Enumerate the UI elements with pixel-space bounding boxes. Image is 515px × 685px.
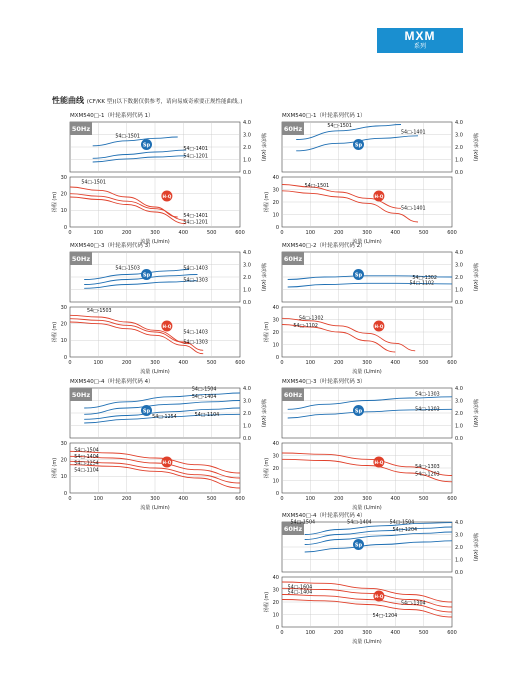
x-tick-label: 200	[121, 496, 132, 502]
power-series-label: 54□-1102	[409, 281, 435, 287]
x-tick-label: 600	[235, 230, 245, 236]
x-tick-label: 200	[333, 360, 344, 366]
chart-title: MXM540□-3（叶轮系列代码 3）	[70, 243, 154, 249]
head-tick-label: 10	[60, 338, 67, 345]
freq-tag: 50Hz	[71, 255, 91, 263]
power-tick-label: 3.0	[455, 262, 463, 269]
sp-badge-label: Sp	[354, 408, 363, 415]
hq-badge-label: H-Q	[162, 193, 172, 199]
head-tick-label: 20	[60, 321, 67, 328]
power-series-label: 54□-1503	[115, 266, 140, 272]
x-axis-label: 流量 (L/min)	[352, 239, 382, 245]
chart-panel-7	[252, 512, 482, 647]
power-tick-label: 3.0	[243, 262, 251, 269]
power-tick-label: 4.0	[455, 119, 463, 126]
head-tick-label: 20	[60, 191, 67, 198]
power-tick-label: 1.0	[455, 557, 463, 564]
hq-badge-label: H-Q	[374, 193, 384, 199]
power-tick-label: 3.0	[455, 398, 463, 405]
head-series-label: 54□-1401	[401, 206, 426, 212]
head-tick-label: 30	[60, 440, 67, 447]
head-series-label: 54□-1203	[415, 472, 440, 478]
power-series-label: 54□-1404	[191, 395, 217, 400]
head-tick-label: 20	[60, 457, 67, 464]
chart-svg-4	[252, 242, 482, 377]
power-tick-label: 1.0	[455, 423, 463, 430]
x-tick-label: 500	[418, 230, 429, 236]
head-tick-label: 20	[272, 329, 279, 336]
power-tick-label: 0.0	[455, 169, 463, 176]
chart-svg-3	[40, 242, 270, 377]
chart-title: MXM540□-4（叶轮系列代码 4）	[282, 513, 366, 519]
x-tick-label: 300	[362, 630, 372, 636]
sp-badge-label: Sp	[142, 272, 151, 279]
sp-badge-label: Sp	[354, 142, 363, 149]
power-series-label: 54□-1303	[415, 392, 440, 398]
chart-panel-1	[40, 112, 270, 247]
power-tick-label: 4.0	[455, 519, 463, 526]
section-title	[52, 95, 242, 106]
power-tick-label: 3.0	[243, 132, 251, 139]
freq-tag: 60Hz	[283, 255, 303, 263]
hq-badge-label: H-Q	[162, 323, 172, 329]
head-series-label: 54□-1501	[304, 184, 330, 189]
head-tick-label: 40	[272, 574, 279, 581]
power-tick-label: 2.0	[455, 410, 463, 417]
x-tick-label: 200	[333, 630, 344, 636]
chart-svg-1	[40, 112, 270, 247]
power-tick-label: 4.0	[455, 385, 463, 392]
power-series-label: 54□-1254	[152, 415, 177, 420]
x-tick-label: 500	[418, 630, 429, 636]
head-tick-label: 0	[63, 354, 67, 361]
head-axis-label: 扬程 (m)	[52, 191, 58, 213]
power-series-label: 54□-1303	[183, 278, 208, 284]
x-tick-label: 200	[333, 496, 344, 502]
x-axis-label: 流量 (L/min)	[352, 369, 382, 375]
head-series-label: 54□-1303	[415, 465, 440, 470]
power-series-label: 54□-1201	[183, 154, 208, 160]
power-tick-label: 4.0	[243, 385, 251, 392]
head-tick-label: 0	[275, 354, 279, 361]
head-tick-label: 30	[60, 304, 67, 311]
head-axis-label: 扬程 (m)	[52, 457, 58, 479]
brand-sub: 系列	[413, 43, 426, 50]
head-series-label: 54□-1302	[299, 316, 324, 322]
chart-svg-5	[40, 378, 270, 513]
x-tick-label: 400	[390, 630, 401, 636]
x-tick-label: 600	[447, 496, 457, 502]
power-series-label: 54□-1203	[415, 407, 440, 413]
x-axis-label: 流量 (L/min)	[140, 239, 170, 245]
chart-title: MXM540□-1（叶轮系列代码 1）	[70, 113, 154, 119]
power-tick-label: 0.0	[455, 299, 463, 306]
head-tick-label: 20	[272, 465, 279, 472]
chart-panel-3	[40, 242, 270, 377]
head-tick-label: 30	[272, 453, 279, 460]
x-tick-label: 200	[333, 230, 344, 236]
head-tick-label: 0	[63, 224, 67, 231]
head-series-label: 54□-1303	[183, 340, 208, 346]
head-tick-label: 10	[272, 478, 279, 485]
head-axis-label: 扬程 (m)	[264, 321, 270, 343]
head-axis-label: 扬程 (m)	[264, 191, 270, 213]
power-tick-label: 2.0	[243, 274, 251, 281]
x-tick-label: 400	[390, 496, 401, 502]
power-axis-label: 轴功率 (kW)	[472, 398, 478, 428]
head-tick-label: 30	[272, 317, 279, 324]
head-series-label: 54□-1104	[74, 468, 99, 474]
chart-panel-2	[252, 112, 482, 247]
power-axis-label: 轴功率 (kW)	[260, 132, 266, 162]
head-series-label: 54□-1404	[287, 590, 313, 596]
x-axis-label: 流量 (L/min)	[352, 505, 382, 511]
head-tick-label: 10	[60, 474, 67, 481]
chart-title: MXM540□-3（叶轮系列代码 3）	[282, 379, 366, 385]
power-axis-label: 轴功率 (kW)	[472, 532, 478, 562]
chart-panel-6	[252, 378, 482, 513]
head-tick-label: 40	[272, 440, 279, 447]
power-tick-label: 1.0	[243, 287, 251, 294]
head-series-label: 54□-1501	[81, 180, 106, 186]
sp-badge-label: Sp	[142, 408, 151, 415]
power-tick-label: 4.0	[455, 249, 463, 256]
power-tick-label: 0.0	[243, 299, 251, 306]
x-tick-label: 0	[280, 360, 284, 366]
chart-title: MXM540□-4（叶轮系列代码 4）	[70, 379, 154, 385]
head-tick-label: 10	[272, 342, 279, 349]
power-tick-label: 3.0	[455, 132, 463, 139]
freq-tag: 50Hz	[71, 125, 91, 133]
x-tick-label: 0	[68, 496, 72, 502]
power-tick-label: 2.0	[243, 410, 251, 417]
power-tick-label: 2.0	[455, 544, 463, 551]
power-series-label: 54□-1504	[290, 520, 316, 526]
chart-title: MXM540□-1（叶轮系列代码 1）	[282, 113, 366, 119]
head-axis-label: 扬程 (m)	[264, 457, 270, 479]
power-axis-label: 轴功率 (kW)	[472, 262, 478, 292]
power-series-label: 54□-1501	[327, 124, 352, 129]
x-tick-label: 100	[305, 230, 316, 236]
x-axis-label: 流量 (L/min)	[140, 505, 170, 511]
power-series-label: 54□-1302	[412, 275, 437, 281]
head-series-label: 54□-1403	[183, 330, 208, 336]
x-tick-label: 200	[121, 230, 132, 236]
power-series-label: 54□-1403	[183, 266, 208, 272]
head-tick-label: 30	[60, 174, 67, 181]
x-tick-label: 500	[418, 360, 429, 366]
head-series-label: 54□-1201	[183, 220, 208, 226]
head-series-label: 54□-1503	[87, 309, 112, 314]
power-tick-label: 4.0	[243, 119, 251, 126]
x-tick-label: 0	[68, 360, 72, 366]
x-tick-label: 300	[150, 230, 160, 236]
x-tick-label: 100	[93, 496, 104, 502]
x-tick-label: 0	[280, 230, 284, 236]
power-tick-label: 1.0	[455, 287, 463, 294]
head-axis-label: 扬程 (m)	[264, 591, 270, 613]
power-series-label: 54□-1204	[392, 527, 418, 533]
power-tick-label: 3.0	[243, 398, 251, 405]
brand-badge	[377, 28, 463, 53]
x-tick-label: 500	[206, 496, 217, 502]
section-title-text: 性能曲线	[52, 96, 84, 105]
x-tick-label: 500	[418, 496, 429, 502]
freq-tag: 60Hz	[283, 125, 303, 133]
hq-badge-label: H-Q	[374, 323, 384, 329]
power-series-label: 54□-1504	[389, 520, 415, 526]
power-axis-label: 轴功率 (kW)	[260, 398, 266, 428]
x-tick-label: 400	[390, 360, 401, 366]
x-tick-label: 600	[235, 360, 245, 366]
power-series-label: 54□-1504	[191, 387, 217, 393]
x-tick-label: 200	[121, 360, 132, 366]
x-tick-label: 0	[280, 496, 284, 502]
x-tick-label: 500	[206, 360, 217, 366]
x-tick-label: 600	[447, 360, 457, 366]
power-tick-label: 2.0	[455, 144, 463, 151]
x-tick-label: 600	[447, 630, 457, 636]
power-tick-label: 1.0	[243, 423, 251, 430]
sp-badge-label: Sp	[354, 272, 363, 279]
freq-tag: 60Hz	[283, 391, 303, 399]
head-tick-label: 40	[272, 304, 279, 311]
head-tick-label: 0	[275, 224, 279, 231]
x-axis-label: 流量 (L/min)	[352, 639, 382, 645]
x-tick-label: 300	[150, 360, 160, 366]
chart-svg-6	[252, 378, 482, 513]
power-tick-label: 4.0	[243, 249, 251, 256]
x-tick-label: 400	[178, 496, 189, 502]
head-tick-label: 0	[275, 624, 279, 631]
power-tick-label: 0.0	[243, 435, 251, 442]
x-tick-label: 600	[447, 230, 457, 236]
section-note: (CF/KK 型)(以下数据仅供参考，请向易威奇索要正规性能曲线。)	[86, 99, 243, 105]
power-axis-label: 轴功率 (kW)	[472, 132, 478, 162]
power-tick-label: 2.0	[243, 144, 251, 151]
chart-svg-2	[252, 112, 482, 247]
freq-tag: 60Hz	[283, 525, 303, 533]
x-tick-label: 100	[93, 230, 104, 236]
power-tick-label: 2.0	[455, 274, 463, 281]
power-axis-label: 轴功率 (kW)	[260, 262, 266, 292]
chart-svg-7	[252, 512, 482, 647]
chart-panel-5	[40, 378, 270, 513]
head-series-label: 54□-1401	[183, 214, 208, 219]
head-tick-label: 40	[272, 174, 279, 181]
head-series-label: 54□-1604	[287, 585, 313, 591]
hq-badge-label: H-Q	[374, 459, 384, 465]
power-tick-label: 0.0	[243, 169, 251, 176]
power-series-label: 54□-1401	[401, 130, 426, 136]
head-tick-label: 0	[63, 490, 67, 497]
power-tick-label: 0.0	[455, 569, 463, 576]
x-tick-label: 400	[390, 230, 401, 236]
head-tick-label: 30	[272, 187, 279, 194]
x-tick-label: 100	[305, 630, 316, 636]
hq-badge-label: H-Q	[162, 459, 172, 465]
x-tick-label: 500	[206, 230, 217, 236]
x-tick-label: 100	[93, 360, 104, 366]
head-tick-label: 20	[272, 199, 279, 206]
x-tick-label: 300	[362, 360, 372, 366]
x-tick-label: 100	[305, 360, 316, 366]
head-series-label: 54□-1254	[74, 461, 99, 467]
head-series-label: 54□-1204	[372, 614, 398, 619]
power-series-label: 54□-1404	[347, 520, 372, 526]
power-tick-label: 1.0	[243, 157, 251, 164]
chart-title: MXM540□-2（叶轮系列代码 2）	[282, 243, 366, 249]
head-series-label: 54□-1304	[401, 601, 426, 607]
head-series-label: 54□-1102	[293, 324, 318, 329]
x-tick-label: 300	[150, 496, 160, 502]
x-tick-label: 600	[235, 496, 245, 502]
power-tick-label: 1.0	[455, 157, 463, 164]
power-series-label: 54□-1401	[183, 147, 208, 153]
head-tick-label: 0	[275, 490, 279, 497]
head-tick-label: 10	[272, 212, 279, 219]
hq-badge-label: H-Q	[374, 593, 384, 599]
head-tick-label: 10	[272, 612, 279, 619]
head-tick-label: 10	[60, 208, 67, 215]
x-axis-label: 流量 (L/min)	[140, 369, 170, 375]
sp-badge-label: Sp	[354, 542, 363, 549]
power-series-label: 54□-1104	[194, 413, 220, 419]
x-tick-label: 100	[305, 496, 316, 502]
head-series-label: 54□-1504	[74, 448, 99, 454]
chart-panel-4	[252, 242, 482, 377]
x-tick-label: 300	[362, 230, 372, 236]
power-tick-label: 0.0	[455, 435, 463, 442]
x-tick-label: 400	[178, 230, 189, 236]
sp-badge-label: Sp	[142, 142, 151, 149]
x-tick-label: 0	[68, 230, 72, 236]
head-series-label: 54□-1404	[74, 455, 99, 460]
x-tick-label: 0	[280, 630, 284, 636]
head-tick-label: 20	[272, 599, 279, 606]
power-series-label: 54□-1501	[115, 134, 140, 140]
x-tick-label: 300	[362, 496, 372, 502]
power-tick-label: 3.0	[455, 532, 463, 539]
freq-tag: 50Hz	[71, 391, 91, 399]
x-tick-label: 400	[178, 360, 189, 366]
head-tick-label: 30	[272, 587, 279, 594]
head-axis-label: 扬程 (m)	[52, 321, 58, 343]
brand-name: MXM	[404, 29, 436, 43]
